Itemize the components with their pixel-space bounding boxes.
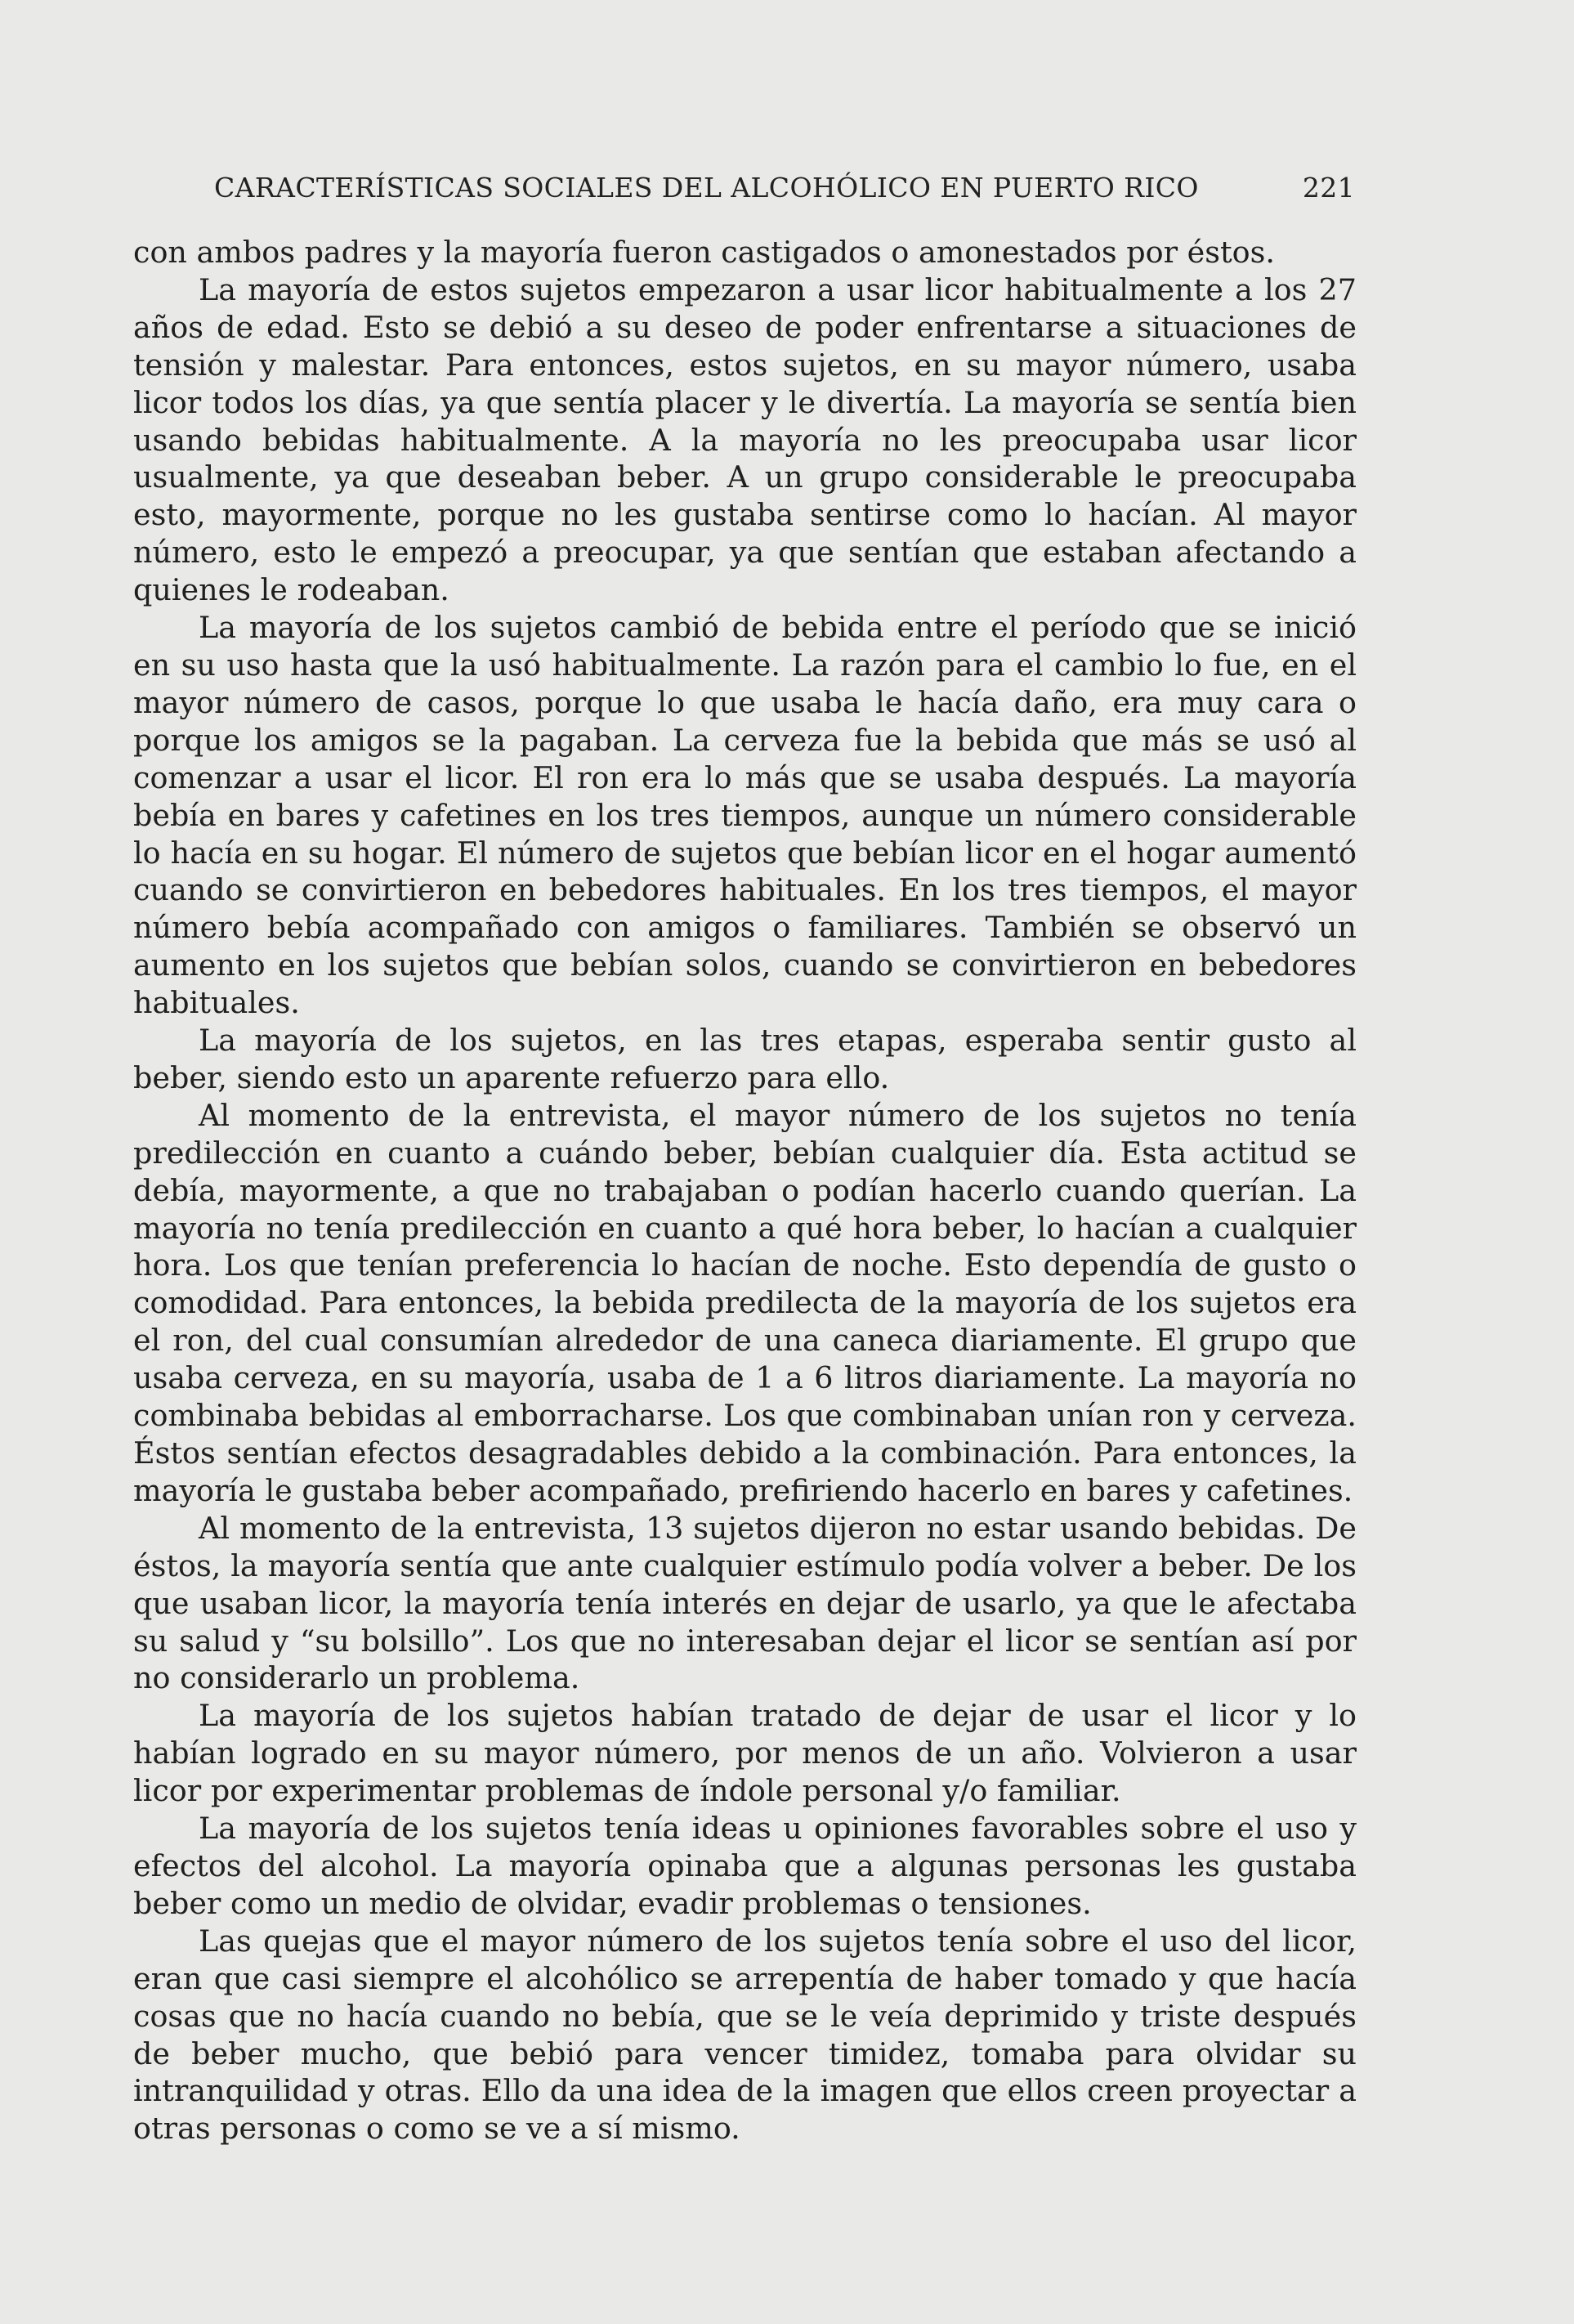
body-text	[133, 234, 1357, 2147]
paragraph: Al momento de la entrevista, el mayor número de los sujetos no tenía predilección en cuanto a cuándo beber, bebían cualquier día. Esta actitud se debía, mayormente, a que no trabajaban o podían hacerlo cuando querían. La mayoría no tenía predilección en cuanto a qué hora beber, lo hacían a cualquier hora. Los que tenían preferencia lo hacían de noche. Esto dependía de gusto o comodidad. Para entonces, la bebida predilecta de la mayoría de los sujetos era el ron, del cual consumían alrededor de una caneca diariamente. El grupo que usaba cerveza, en su mayoría, usaba de 1 a 6 litros diariamente. La mayoría no combinaba bebidas al emborracharse. Los que combinaban unían ron y cerveza. Éstos sentían efectos desagradables debido a la combinación. Para entonces, la mayoría le gustaba beber acompañado, prefiriendo hacerlo en bares y cafetines.	[133, 1097, 1357, 1508]
paragraph: La mayoría de los sujetos, en las tres etapas, esperaba sentir gusto al beber, siendo esto un aparente refuerzo para ello.	[133, 1023, 1357, 1095]
paragraph: La mayoría de los sujetos habían tratado de dejar de usar el licor y lo habían logrado en su mayor número, por menos de un año. Volvieron a usar licor por experimentar problemas de índole personal y/o familiar.	[133, 1698, 1357, 1809]
paragraph: La mayoría de los sujetos cambió de bebida entre el período que se inició en su uso hasta que la usó habitualmente. La razón para el cambio lo fue, en el mayor número de casos, porque lo que usaba le hacía daño, era muy cara o porque los amigos se la pagaban. La cerveza fue la bebida que más se usó al comenzar a usar el licor. El ron era lo más que se usaba después. La mayoría bebía en bares y cafetines en los tres tiempos, aunque un número considerable lo hacía en su hogar. El número de sujetos que bebían licor en el hogar aumentó cuando se convirtieron en bebedores habituales. En los tres tiempos, el mayor número bebía acompañado con amigos o familiares. También se observó un aumento en los sujetos que bebían solos, cuando se convirtieron en bebedores habituales.	[133, 610, 1357, 1021]
paragraph-continuation: con ambos padres y la mayoría fueron castigados o amonestados por éstos.	[133, 235, 1275, 270]
paragraph: La mayoría de los sujetos tenía ideas u opiniones favorables sobre el uso y efectos del alcohol. La mayoría opinaba que a algunas personas les gustaba beber como un medio de olvidar, evadir problemas o tensiones.	[133, 1811, 1357, 1921]
page-number: 221	[1302, 172, 1355, 204]
paragraph: Al momento de la entrevista, 13 sujetos dijeron no estar usando bebidas. De éstos, la mayoría sentía que ante cualquier estímulo podía volver a beber. De los que usaban licor, la mayoría tenía interés en dejar de usarlo, ya que le afectaba su salud y “su bolsillo”. Los que no interesaban dejar el licor se sentían así por no considerarlo un problema.	[133, 1510, 1357, 1696]
paragraph: La mayoría de estos sujetos empezaron a usar licor habitualmente a los 27 años de edad. Esto se debió a su deseo de poder enfrentarse a situaciones de tensión y malestar. Para entonces, estos sujetos, en su mayor número, usaba licor todos los días, ya que sentía placer y le divertía. La mayoría se sentía bien usando bebidas habitualmente. A la mayoría no les preocupaba usar licor usualmente, ya que deseaban beber. A un grupo considerable le preocupaba esto, mayormente, porque no les gustaba sentirse como lo hacían. Al mayor número, esto le empezó a preocupar, ya que sentían que estaban afectando a quienes le rodeaban.	[133, 271, 1357, 608]
paragraph: Las quejas que el mayor número de los sujetos tenía sobre el uso del licor, eran que casi siempre el alcohólico se arrepentía de haber tomado y que hacía cosas que no hacía cuando no bebía, que se le veía deprimido y triste después de beber mucho, que bebió para vencer timidez, tomaba para olvidar su intranquilidad y otras. Ello da una idea de la imagen que ellos creen proyectar a otras personas o como se ve a sí mismo.	[133, 1923, 1357, 2147]
running-head-title: CARACTERÍSTICAS SOCIALES DEL ALCOHÓLICO EN PUERTO RICO	[214, 172, 1199, 204]
running-head	[214, 172, 1355, 204]
